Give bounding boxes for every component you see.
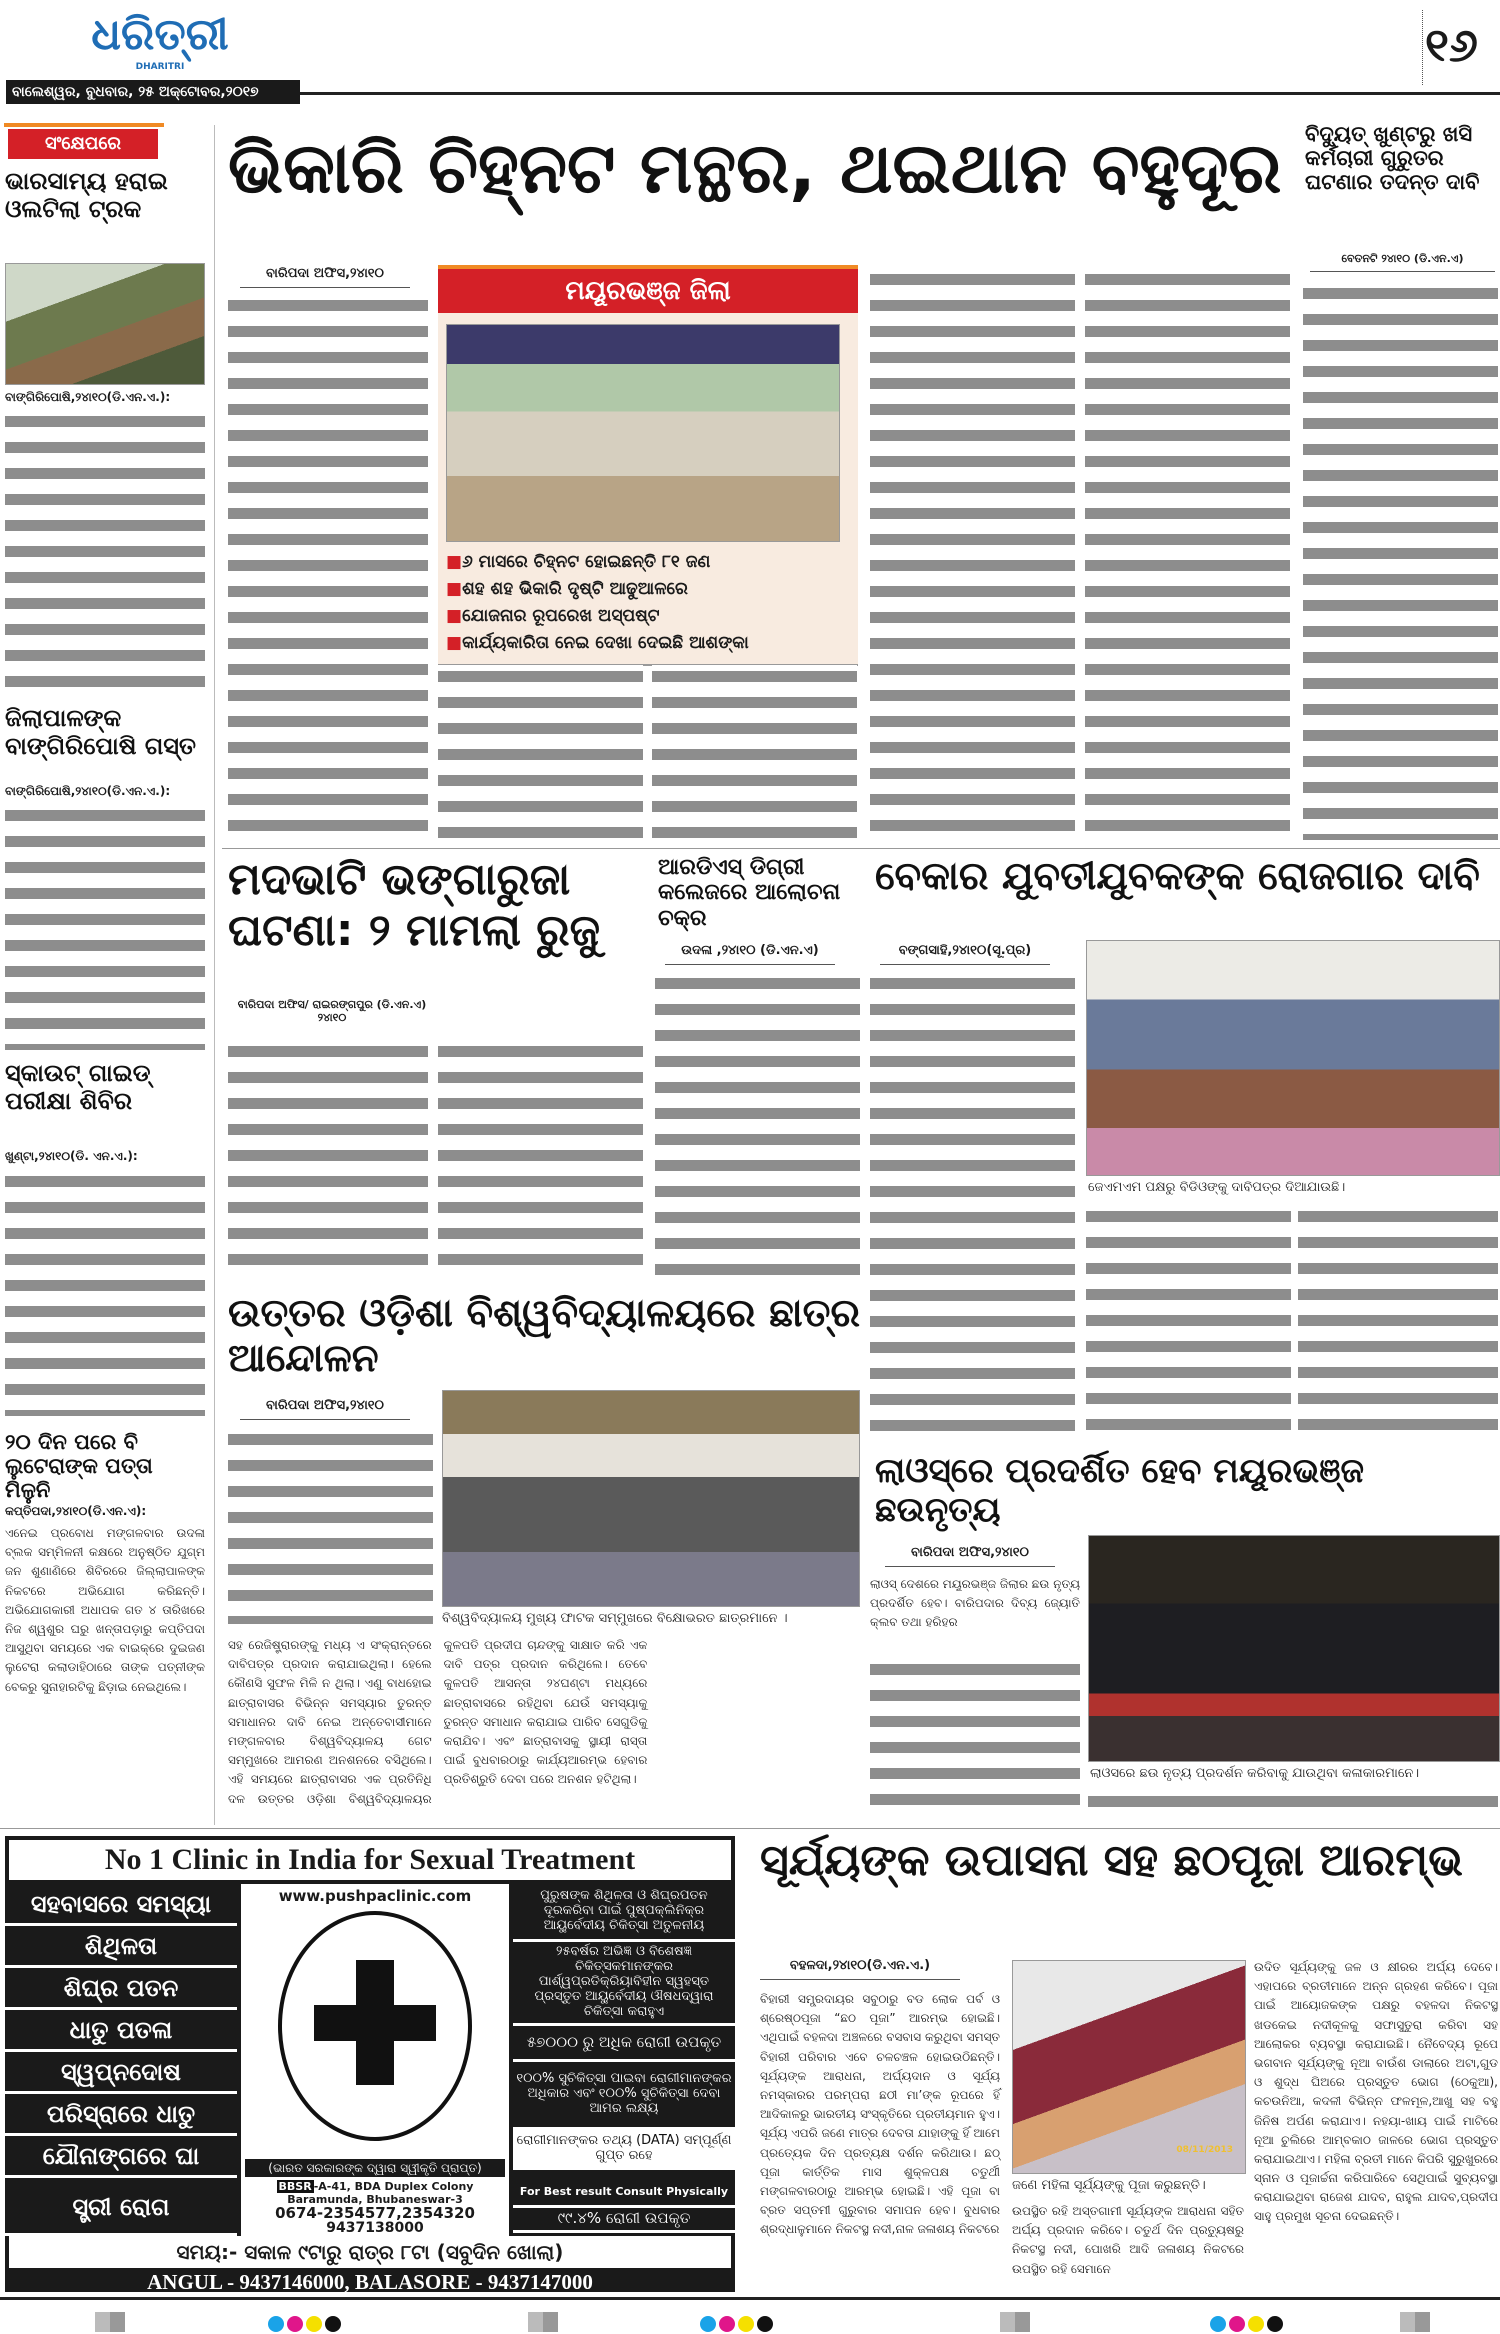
ad-left-item: ସହବାସରେ ସମସ୍ୟା [5, 1884, 237, 1926]
brief-dateline-robbers: କପ୍ତିପଦା,୨୪ା୧୦(ଡି.ଏନ.ଏ): [5, 1504, 147, 1518]
ad-divider [0, 1828, 1500, 1829]
laos-headline: ଲାଓସ୍‌ରେ ପ୍ରଦର୍ଶିତ ହେବ ମୟୂରଭଞ୍ଜ ଛଉନୃତ୍ୟ [875, 1451, 1365, 1531]
brief-dateline-collector: ବାଙ୍ଗିରିପୋଷି,୨୪ା୧୦(ଡି.ଏନ.ଏ.): [5, 784, 171, 798]
clinic-seal-logo [278, 1911, 472, 2141]
rds-body [655, 972, 860, 1280]
chhath-body-col3: ଉଦିତ ସୂର୍ଯ୍ୟଙ୍କୁ ଜଳ ଓ କ୍ଷୀରର ଅର୍ଘ୍ୟ ଦେବେ। ଏହାପରେ ବ୍ରତୀମାନେ ଅନ୍ନ ଗ୍ରହଣ କରିବେ। ପୂଜା ପାଇଁ ଆୟୋଜକଙ୍କ ପକ୍ଷରୁ ବହଳଦା ନିକଟସ୍ଥ ଖଡକେଇ ନଦୀକୂଳକୁ ସଫାସୁତୁରା କରିବା ସହ ଆଲୋକର ବ୍ୟବସ୍ଥା କରାଯାଇଛି। ନୈବେଦ୍ୟ ରୂପେ ଭଗବାନ ସୂର୍ଯ୍ୟଙ୍କୁ ନୂଆ ବାଉଁଶ ଡାଲାରେ ଅଟା,ଗୁଡ ଓ ଶୁଦ୍ଧ ଘିଅରେ ପ୍ରସ୍ତୁତ ଭୋଗ (ଠେକୁଆ), କଚଉନିଆ, କଦଳୀ ବିଭିନ୍ନ ଫଳମୂଳ,ଆଖୁ ସହ ବହୁ ଜିନିଷ ଅର୍ପଣ କରାଯାଏ। ନହୟା-ଖାୟ ପାଇଁ ମାଟିରେ ନୂଆ ଚୁଲିରେ ଆମ୍ବକାଠ ଜାଳରେ ଭୋଗ ପ୍ରସ୍ତୁତ କରାଯାଇଥାଏ। ମହିଳା ବ୍ରତୀ ମାନେ କିପରି ସୁରୁଖୁରରେ ସ୍ନାନ ଓ ପୂଜାର୍ଚ୍ଚନା କରିପାରିବେ ସେଥିପାଇଁ ସୁବ୍ୟବସ୍ଥା କରାଯାଇଥିବା ରାଜେଶ ଯାଦବ, ରାହୁଲ ଯାଦବ,ପ୍ରଦୀପ ସାହୁ ପ୍ରମୁଖ ସୂଚନା ଦେଇଛନ୍ତି। [1254, 1960, 1498, 2224]
ad-phone-mobile: 9437138000 [326, 2220, 424, 2236]
row-divider [222, 848, 1500, 849]
univ-headline: ଉତ୍ତର ଓଡ଼ିଶା ବିଶ୍ୱବିଦ୍ୟାଳୟରେ ଛାତ୍ର ଆନ୍ଦୋଳନ [228, 1291, 861, 1381]
jobs-photo [1086, 940, 1500, 1176]
brief-body-scout [5, 1170, 205, 1416]
ad-data-note: ରୋଗୀମାନଙ୍କର ତଥ୍ୟ (DATA) ସମ୍ପୂର୍ଣ୍ଣ ଗୁପ୍ତ ରହେ [513, 2130, 735, 2170]
ad-consult: For Best result Consult Physically [513, 2180, 735, 2208]
ad-right-item: ୫୭୦୦୦ ରୁ ଅଧିକ ରୋଗୀ ଉପକୃତ [513, 2026, 735, 2062]
lead-body-col3 [652, 665, 857, 845]
ad-address: BBSR -A-41, BDA Duplex Colony Baramunda, Bhubaneswar-3 0674-2354577,2354320 9437138000 [241, 2180, 509, 2236]
chhath-headline: ସୂର୍ଯ୍ୟଙ୍କ ଉପାସନା ସହ ଛଠପୂଜା ଆରମ୍ଭ [760, 1835, 1463, 1886]
ad-right-item: ପୁରୁଷଙ୍କ ଶିଥିଳତା ଓ ଶିଘ୍ରପତନ ଦୂରକରିବା ପାଇଁ ପୁଷ୍ପକ୍ଲିନିକ୍‌ର ଆୟୁର୍ବେଦୀୟ ଚିକିତ୍ସା ଅତୁଳନୀୟ [513, 1884, 735, 1942]
color-registration-mark [700, 2316, 773, 2332]
lead-bullets [446, 549, 850, 657]
chhath-worship-photo [1012, 1960, 1246, 2174]
chhath-dateline: ବହଳଦା,୨୪ା୧୦(ଡି.ଏନ.ଏ.) [760, 1958, 960, 1980]
cross-icon-bar [314, 2005, 436, 2041]
ad-left-list [5, 1884, 237, 2180]
brief-top-rule [4, 123, 164, 127]
jobs-dateline: ବଙ୍ଗସାହି,୨୪ା୧୦(ସୂ.ପ୍ର) [880, 943, 1050, 965]
ad-left-item: ଧାତୁ ପତଳା [5, 2010, 237, 2052]
page-number: ୧୬ [1425, 18, 1478, 72]
truck-photo [5, 263, 205, 385]
univ-protest-photo [442, 1390, 860, 1607]
univ-body-col0 [228, 1428, 433, 1624]
photo-date-stamp: 08/11/2013 [1176, 2145, 1233, 2155]
lead-headline: ଭିକାରି ଚିହ୍ନଟ ମନ୍ଥର, ଥଇଥାନ ବହୁଦୂର [228, 127, 1282, 209]
chhau-dancers-photo [1088, 1535, 1500, 1762]
brief-headline-collector: ଜିଲାପାଳଙ୍କ ବାଙ୍ଗିରିପୋଷି ଗସ୍ତ [5, 704, 197, 760]
lead-body-col2 [438, 665, 643, 845]
brief-dateline-truck: ବାଙ୍ଗିରିପୋଷି,୨୪ା୧୦(ଡି.ଏନ.ଏ.): [5, 390, 171, 404]
ad-right-item: ୧୦୦% ସୁଚିକିତ୍ସା ପାଇବା ରୋଗୀମାନଙ୍କର ଅଧିକାର ଏବଂ ୧୦୦% ସୁଚିକିତ୍ସା ଦେବା ଆମର ଲକ୍ଷ୍ୟ [513, 2062, 735, 2130]
registration-mark [1400, 2312, 1430, 2332]
laos-photo-caption: ଲାଓସରେ ଛଉ ନୃତ୍ୟ ପ୍ରଦର୍ଶନ କରିବାକୁ ଯାଉଥିବା କଳାକାରମାନେ। [1090, 1766, 1420, 1781]
brief-headline-truck: ଭାରସାମ୍ୟ ହରାଇ ଓଲଟିଲା ଟ୍ରକ [5, 167, 168, 223]
color-registration-mark [1210, 2316, 1283, 2332]
lead-body-col1 [228, 294, 428, 842]
brief-dateline-scout: ଖୁଣ୍ଟା,୨୪ା୧୦(ଡି. ଏନ.ଏ.): [5, 1149, 138, 1163]
ad-address-line1: BBSR -A-41, BDA Duplex Colony [278, 2180, 474, 2193]
registration-mark [528, 2312, 558, 2332]
ad-govt-approval: (ଭାରତ ସରକାରଙ୍କ ଦ୍ୱାରା ସ୍ୱୀକୃତି ପ୍ରାପ୍ତ) [245, 2159, 505, 2177]
ad-phone: 0674-2354577,2354320 [275, 2204, 475, 2222]
jobs-body-col2 [1086, 1205, 1291, 1440]
beggars-photo [446, 324, 840, 542]
lead-body-col5 [1085, 268, 1290, 843]
brief-body-collector [5, 804, 205, 1050]
liquor-headline: ମଦଭାଟି ଭଙ୍ଗାରୁଜା ଘଟଣା: ୨ ମାମଲା ରୁଜୁ [228, 854, 601, 956]
chhath-body-col2: ଉପସ୍ଥିତ ରହି ଅସ୍ତଗାମୀ ସୂର୍ଯ୍ୟଙ୍କ ଆରାଧନା ସହିତ ଅର୍ଘ୍ୟ ପ୍ରଦାନ କରିବେ। ଚତୁର୍ଥ ଦିନ ପ୍ରତ୍ୟୁଷରୁ ନିକଟସ୍ଥ ନଦୀ, ପୋଖରି ଆଦି ଜଳାଶୟ ନିକଟରେ ଉପସ୍ଥିତ ରହି ସେମାନେ [1012, 2204, 1244, 2276]
bullet-item: ■କାର୍ଯ୍ୟକାରିତା ନେଇ ଦେଖା ଦେଇଛି ଆଶଙ୍କା [446, 633, 749, 653]
jobs-body-col1 [870, 972, 1075, 1440]
liquor-body-col2 [438, 1040, 643, 1280]
registration-mark [95, 2312, 125, 2332]
liquor-body-col1 [228, 1040, 428, 1280]
brief-body-robbers: ଏନେଇ ପ୍ରବୋଧ ମଙ୍ଗଳବାର ଉଦଳା ବ୍ଲକ ସମ୍ମିଳନୀ କକ୍ଷରେ ଅନୁଷ୍ଠିତ ଯୁଗ୍ମ ଜନ ଶୁଣାଣିରେ ଶିବିରରେ ଜିଲ୍ଲାପାଳଙ୍କ ନିକଟରେ ଅଭିଯୋଗ କରିଛନ୍ତି। ଅଭିଯୋଗକାରୀ ଅଧାପକ ଗତ ୪ ତାରିଖରେ ନିଜ ଶ୍ୱଶୁର ଘରୁ ଖନ୍ତାପଡ଼ାରୁ କପ୍ତିପଦା ଆସୁଥିବା ସମୟରେ ଏକ ବାଇକ୍‌ରେ ଦୁଇଜଣ ଲୁଟେରା କଲାଡାହିଠାରେ ତାଙ୍କ ପତ୍ନୀଙ୍କ ବେକରୁ ସୁନାହାରଟିକୁ ଛିଡ଼ାଇ ନେଇଥିଲେ। [5, 1526, 205, 1694]
ad-left-item: ଶିଘ୍ର ପତନ [5, 1968, 237, 2010]
right-top-body [1303, 282, 1498, 840]
chhath-photo-caption: ଜଣେ ମହିଳା ସୂର୍ଯ୍ୟଙ୍କୁ ପୂଜା କରୁଛନ୍ତି। [1012, 2178, 1206, 2193]
ad-left-item: ସ୍ୱପ୍ନଦୋଷ [5, 2052, 237, 2094]
jobs-headline: ବେକାର ଯୁବତୀଯୁବକଙ୍କ ରୋଜଗାର ଦାବି [875, 854, 1480, 899]
ad-center [241, 1884, 509, 2180]
laos-dateline: ବାରିପଦା ଅଫିସ,୨୪ା୧୦ [885, 1545, 1055, 1567]
right-top-headline: ବିଦ୍ୟୁତ୍ ଖୁଣ୍ଟରୁ ଖସି କର୍ମଚାରୀ ଗୁରୁତର ଘଟଣାର ତଦନ୍ତ ଦାବି [1305, 122, 1480, 195]
laos-body-col2 [1088, 1790, 1498, 1818]
page-number-divider [1422, 10, 1423, 85]
registration-mark [1000, 2312, 1030, 2332]
ad-right-item: ୨୫ବର୍ଷର ଅଭିଜ୍ଞ ଓ ବିଶେଷଜ୍ଞ ଚିକିତ୍ସକମାନଙ୍କର ପାର୍ଶ୍ୱପ୍ରତିକ୍ରିୟାବିହୀନ ସ୍ୱହସ୍ତ ପ୍ରସ୍ତୁତ ଆୟୁର୍ବେଦୀୟ ଔଷଧଦ୍ୱାରା ଚିକିତ୍ସା କରାହୁଏ [513, 1942, 735, 2026]
brief-headline-scout: ସ୍କାଉଟ୍ ଗାଇଡ୍ ପରୀକ୍ଷା ଶିବିର [5, 1059, 151, 1115]
univ-body: ସହ ରେଜିଷ୍ଟ୍ରାରଙ୍କୁ ମଧ୍ୟ ଏ ସଂକ୍ରାନ୍ତରେ ଦାବିପତ୍ର ପ୍ରଦାନ କରାଯାଇଥିଲା। ହେଲେ କୌଣସି ସୁଫଳ ମିଳି ନ ଥିଲା। ଏଣୁ ବାଧହୋଇ ଛାତ୍ରାବାସର ବିଭିନ୍ନ ସମସ୍ୟାର ତୁରନ୍ତ ସମାଧାନର ଦାବି ନେଇ ଅନ୍ତେବାସୀମାନେ ମଙ୍ଗଳବାର ବିଶ୍ୱବିଦ୍ୟାଳୟ ଗେଟ ସମ୍ମୁଖରେ ଆମରଣ ଅନଶନରେ ବସିଥିଲେ। ଏହି ସମୟରେ ଛାତ୍ରାବାସର ଏକ ପ୍ରତିନିଧି ଦଳ ଉତ୍ତର ଓଡ଼ିଶା ବିଶ୍ୱବିଦ୍ୟାଳୟର କୁଳପତି ପ୍ରଦୀପ ଚାନ୍ଦଙ୍କୁ ସାକ୍ଷାତ କରି ଏକ ଦାବି ପତ୍ର ପ୍ରଦାନ କରିଥିଲେ। ତେବେ କୁଳପତି ଆସନ୍ତା ୨୪ଘଣ୍ଟା ମଧ୍ୟରେ ଛାତ୍ରାବାସରେ ରହିଥିବା ଯେଉଁ ସମସ୍ୟାକୁ ତୁରନ୍ତ ସମାଧାନ କରାଯାଇ ପାରିବ ସେଗୁଡିକୁ କରାଯିବ। ଏବଂ ଛାତ୍ରାବାସକୁ ସ୍ଥାୟୀ ରାସ୍ତା ପାଇଁ ବୁଧବାରଠାରୁ କାର୍ଯ୍ୟଆରମ୍ଭ ହେବାର ପ୍ରତିଶ୍ରୁତି ଦେବା ପରେ ଅନଶନ ହଟିଥିଲା। [228, 1638, 648, 1806]
brief-headline-robbers: ୨୦ ଦିନ ପରେ ବି ଲୁଟେରାଙ୍କ ପତ୍ତା ମିଳୁନି [5, 1430, 153, 1503]
left-column-divider [214, 125, 215, 1825]
rds-dateline: ଉଦଳା ,୨୪ା୧୦ (ଡି.ଏନ.ଏ) [665, 943, 835, 965]
ad-left-item: ପରିସ୍ରାରେ ଧାତୁ [5, 2094, 237, 2136]
ad-title: No 1 Clinic in India for Sexual Treatment [9, 1840, 731, 1880]
ad-timing: ସମୟ:- ସକାଳ ୯ଟାରୁ ରାତ୍ର ୮ଟା (ସବୁଦିନ ଖୋଲା) [9, 2236, 731, 2268]
liquor-dateline: ବାରିପଦା ଅଫିସ/ ରାଇରଙ୍ଗପୁର (ଡି.ଏନ.ଏ) ୨୪ା୧୦ [237, 998, 427, 1025]
ad-branches: ANGUL - 9437146000, BALASORE - 9437147000 [147, 2270, 593, 2294]
laos-body-col1 [870, 1658, 1080, 1816]
color-registration-mark [268, 2316, 341, 2332]
masthead-logo: ଧରିତ୍ରୀ DHARITRI [91, 9, 229, 72]
bullet-item: ■ଶହ ଶହ ଭିକାରି ଦୃଷ୍ଟି ଆଢୁଆଳରେ [446, 579, 688, 599]
laos-body-start: ଲାଓସ୍ ଦେଶରେ ମୟୂରଭଞ୍ଜ ଜିଲାର ଛଉ ନୃତ୍ୟ ପ୍ରଦର୍ଶିତ ହେବ। ବାରିପଦାର ଦିବ୍ୟ ଜ୍ୟୋତି କ୍ଲବ ତଥା ହରିହର [870, 1577, 1080, 1630]
ad-bbsr: BBSR [278, 2180, 312, 2193]
univ-dateline: ବାରିପଦା ଅଫିସ,୨୪ା୧୦ [240, 1398, 410, 1420]
mayurbhanj-box-title: ମୟୂରଭଞ୍ଜ ଜିଲା [438, 269, 858, 313]
brief-label: ସଂକ୍ଷେପରେ [8, 129, 158, 159]
jobs-body-col3 [1298, 1205, 1498, 1440]
bullet-item: ■୬ ମାସରେ ଚିହ୍ନଟ ହୋଇଛନ୍ତି ୮୧ ଜଣ [446, 552, 711, 572]
ad-left-item: ଶିଥିଳତା [5, 1926, 237, 1968]
ad-success-rate: ୯୯.୪% ରୋଗୀ ଉପକୃତ [513, 2208, 735, 2233]
univ-photo-caption: ବିଶ୍ୱବିଦ୍ୟାଳୟ ମୁଖ୍ୟ ଫାଟକ ସମ୍ମୁଖରେ ବିକ୍ଷୋଭରତ ଛାତ୍ରମାନେ । [442, 1611, 788, 1626]
footer-rule [0, 2297, 1500, 2300]
clinic-advertisement [5, 1836, 735, 2292]
right-top-dateline: ବେତନଟି ୨୪ା୧୦ (ଡି.ଏନ.ଏ) [1310, 252, 1495, 272]
ad-left-item: ସ୍ତ୍ରୀ ରୋଗ [5, 2180, 237, 2236]
rds-headline: ଆରଡିଏସ୍ ଡିଗ୍ରୀ କଲେଜରେ ଆଲୋଚନା ଚକ୍ର [658, 855, 841, 931]
ad-right-list [513, 1884, 735, 2180]
ad-website: www.pushpaclinic.com [278, 1887, 472, 1905]
chhath-body-col1: ବିହାରୀ ସମ୍ପ୍ରଦାୟର ସବୁଠାରୁ ବଡ ଲୋକ ପର୍ବ ଓ ଶ୍ରେଷ୍ଠପୂଜା “ଛଠ ପୂଜା” ଆରମ୍ଭ ହୋଇଛି। ଏଥିପାଇଁ ବହଳଦା ଅଞ୍ଚଳରେ ବସବାସ କରୁଥିବା ସମସ୍ତ ବିହାରୀ ପରିବାର ଏବେ ଚଳଚଞ୍ଚଳ ହୋଇଉଠିଛନ୍ତି। ସୂର୍ଯ୍ୟଙ୍କ ଆରାଧନା, ଅର୍ଘ୍ୟଦାନ ଓ ସୂର୍ଯ୍ୟ ନମସ୍କାରର ପରମ୍ପରା ଛଠୀ ମା’ଙ୍କ ରୂପରେ ହିଁ ଆଦିକାଳରୁ ଭାରତୀୟ ସଂସ୍କୃତିରେ ପ୍ରତୀୟମାନ ହୁଏ। ସୂର୍ଯ୍ୟ ଏପରି ଜଣେ ମାତ୍ର ଦେବତା ଯାହାଙ୍କୁ ହିଁ ଆମେ ପ୍ରତ୍ୟେକ ଦିନ ପ୍ରତ୍ୟକ୍ଷ ଦର୍ଶନ କରିଥାଉ। ଛଠ୍ ପୂଜା କାର୍ତ୍ତିକ ମାସ ଶୁକ୍ଳପକ୍ଷ ଚତୁର୍ଥୀ ମଙ୍ଗଳବାରଠାରୁ ଆରମ୍ଭ ହୋଇଛି। ଏହି ପୂଜା ବା ବ୍ରତ ସପ୍ତମୀ ଗୁରୁବାର ସମାପନ ହେବ। ବୁଧବାର ଶ୍ରଦ୍ଧାଳୁମାନେ ନିକଟସ୍ଥ ନଦୀ,ନାଳ ଜଳାଶୟ ନିକଟରେ [760, 1992, 1000, 2237]
jobs-photo-caption: ଜେଏମଏମ ପକ୍ଷରୁ ବିଡିଓଙ୍କୁ ଦାବିପତ୍ର ଦିଆଯାଉଛି। [1088, 1180, 1346, 1195]
dateline-bar: ବାଲେଶ୍ୱର, ବୁଧବାର, ୨୫ ଅକ୍ଟୋବର,୨୦୧୭ [6, 80, 300, 104]
ad-left-item: ଯୌନାଙ୍ଗରେ ଘା [5, 2136, 237, 2178]
lead-dateline: ବାରିପଦା ଅଫିସ,୨୪ା୧୦ [240, 266, 410, 288]
mayurbhanj-box [438, 265, 858, 666]
bullet-item: ■ଯୋଜନାର ରୂପରେଖ ଅସ୍ପଷ୍ଟ [446, 606, 660, 626]
masthead-rule [300, 92, 1500, 95]
lead-body-col4 [870, 268, 1075, 843]
brief-body-truck [5, 410, 205, 700]
